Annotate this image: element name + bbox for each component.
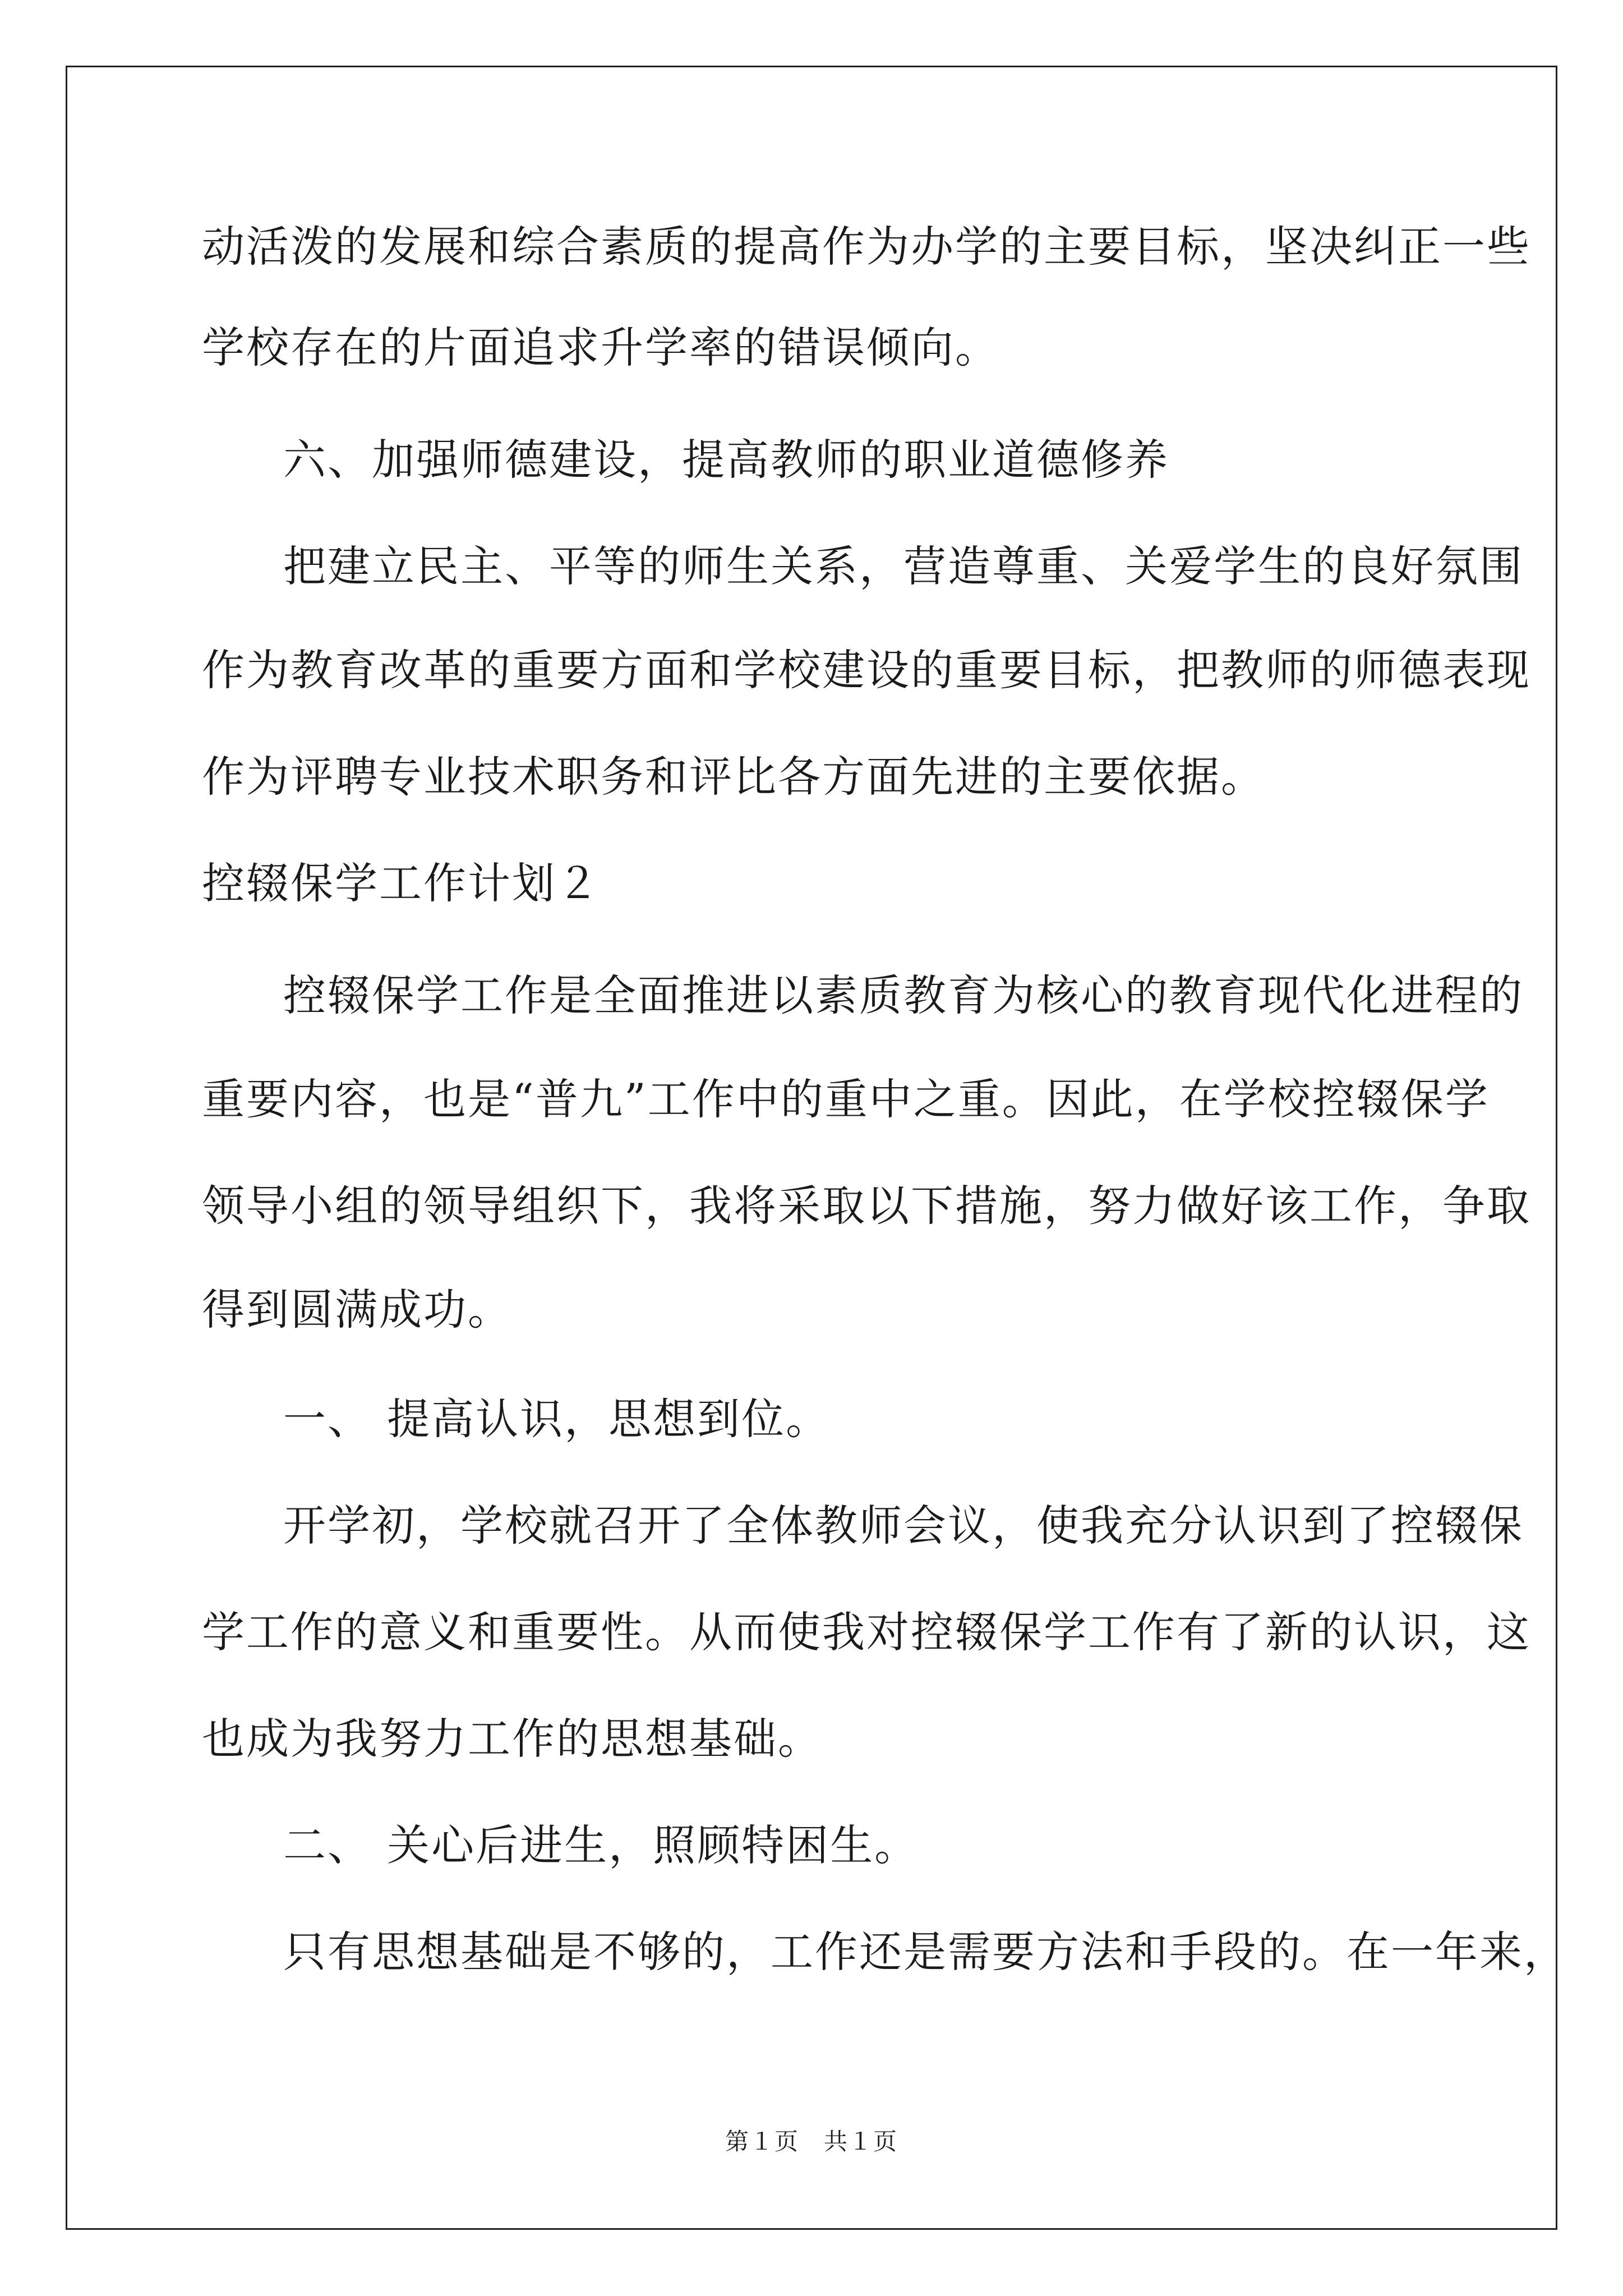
paragraph-line: 控辍保学工作是全面推进以素质教育为核心的教育现代化进程的 [283, 970, 1524, 1020]
paragraph-line: 作为教育改革的重要方面和学校建设的重要目标，把教师的师德表现 [202, 645, 1531, 695]
paragraph-line: 只有思想基础是不够的，工作还是需要方法和手段的。在一年来， [283, 1927, 1568, 1977]
section-heading: 六、加强师德建设，提高教师的职业道德修养 [283, 435, 1169, 485]
article-title: 控辍保学工作计划２ [202, 858, 601, 908]
paragraph-line: 动活泼的发展和综合素质的提高作为办学的主要目标，坚决纠正一些 [202, 222, 1531, 272]
paragraph-line: 作为评聘专业技术职务和评比各方面先进的主要依据。 [202, 752, 1265, 802]
paragraph-line: 把建立民主、平等的师生关系，营造尊重、关爱学生的良好氛围 [283, 541, 1524, 591]
section-heading: 一、 提高认识，思想到位。 [283, 1394, 831, 1444]
paragraph-line: 领导小组的领导组织下，我将采取以下措施，努力做好该工作，争取 [202, 1181, 1531, 1231]
page-footer [0, 2125, 1623, 2159]
paragraph-line: 学工作的意义和重要性。从而使我对控辍保学工作有了新的认识，这 [202, 1607, 1531, 1657]
page-number: 第１页 [725, 2128, 799, 2155]
paragraph-line: 开学初，学校就召开了全体教师会议，使我充分认识到了控辍保 [283, 1501, 1524, 1550]
section-heading: 二、 关心后进生，照顾特困生。 [283, 1820, 919, 1870]
page-total: 共１页 [824, 2128, 898, 2155]
paragraph-line: 学校存在的片面追求升学率的错误倾向。 [202, 323, 999, 372]
paragraph-line: 重要内容，也是“普九”工作中的重中之重。因此，在学校控辍保学 [202, 1074, 1490, 1124]
paragraph-line: 得到圆满成功。 [202, 1285, 512, 1335]
paragraph-line: 也成为我努力工作的思想基础。 [202, 1714, 822, 1764]
